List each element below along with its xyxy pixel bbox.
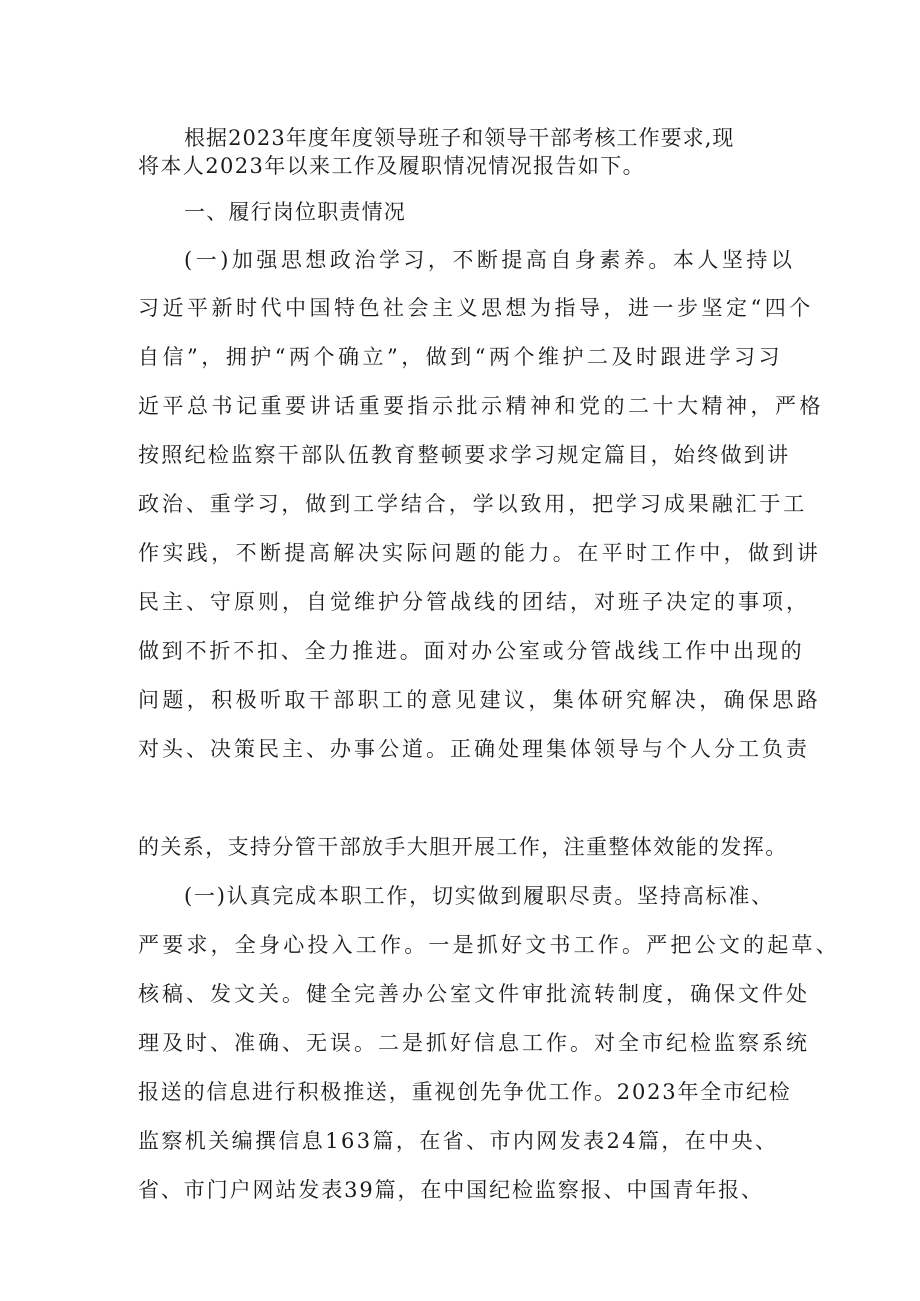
paragraph-1-line: 习近平新时代中国特色社会主义思想为指导，进一步坚定“四个 [138, 296, 814, 320]
paragraph-1-line: (一)加强思想政治学习，不断提高自身素养。本人坚持以 [184, 248, 796, 272]
paragraph-1-line: 问题，积极听取干部职工的意见建议，集体研究解决，确保思路 [138, 688, 822, 712]
paragraph-1-line: 政治、重学习，做到工学结合，学以致用，把学习成果融汇于工 [138, 492, 808, 516]
paragraph-2-line: 省、市门户网站发表39篇，在中国纪检监察报、中国青年报、 [138, 1178, 764, 1202]
paragraph-2-line: 理及时、准确、无误。二是抓好信息工作。对全市纪检监察系统 [138, 1031, 810, 1055]
paragraph-2-line: 报送的信息进行积极推送，重视创先争优工作。2023年全市纪检 [138, 1080, 792, 1104]
paragraph-2-line: 严要求，全身心投入工作。一是抓好文书工作。严把公文的起草、 [138, 933, 840, 957]
intro-line-2: 将本人2023年以来工作及履职情况情况报告如下。 [138, 154, 646, 178]
paragraph-1-line: 按照纪检监察干部队伍教育整顿要求学习规定篇目，始终做到讲 [138, 443, 791, 467]
paragraph-1-line: 的关系，支持分管干部放手大胆开展工作，注重整体效能的发挥。 [138, 835, 788, 859]
paragraph-1-line: 民主、守原则，自觉维护分管战线的团结，对班子决定的事项， [138, 590, 810, 614]
paragraph-1-line: 做到不折不扣、全力推进。面对办公室或分管战线工作中出现的 [138, 639, 805, 663]
paragraph-1-line: 对头、决策民主、办事公道。正确处理集体领导与个人分工负责 [138, 737, 810, 761]
paragraph-2-line: 监察机关编撰信息163篇，在省、市内网发表24篇，在中央、 [138, 1129, 779, 1153]
paragraph-1-line: 作实践，不断提高解决实际问题的能力。在平时工作中，做到讲 [138, 541, 822, 565]
paragraph-2-line: 核稿、发文关。健全完善办公室文件审批流转制度，确保文件处 [138, 982, 810, 1006]
paragraph-2-line: (一)认真完成本职工作，切实做到履职尽责。坚持高标准、 [184, 884, 774, 908]
section-heading: 一、履行岗位职责情况 [184, 200, 406, 224]
intro-line-1: 根据2023年度年度领导班子和领导干部考核工作要求,现 [184, 126, 735, 150]
paragraph-1-line: 近平总书记重要讲话重要指示批示精神和党的二十大精神，严格 [138, 394, 824, 418]
paragraph-1-line: 自信”，拥护“两个确立”，做到“两个维护二及时跟进学习习 [138, 345, 783, 369]
